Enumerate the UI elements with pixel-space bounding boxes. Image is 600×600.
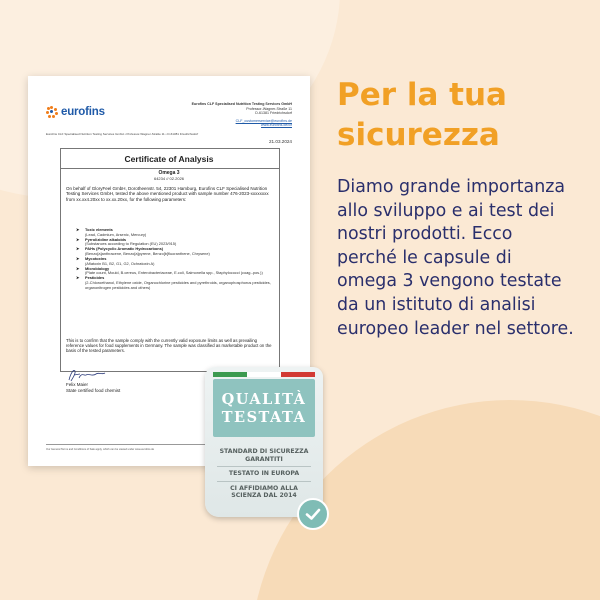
eurofins-logo-mark-icon [46,106,58,118]
parameter-detail: (Benzo[a]anthracene, Benzo[a]pyrene, Benzo[b]fluoranthene, Chrysene) [85,250,210,256]
checkmark-icon [297,498,329,530]
parameter-detail: (Plate count, Mould, B.cereus, Enterobacteriaceae, E.coli, Salmonella spp., Staphylococci (coag.-pos.)) [85,270,263,276]
badge-claim: STANDARD DI SICUREZZA GARANTITI [217,445,311,467]
eurofins-logo [46,106,105,118]
signer-name: Felix Maier [66,382,89,387]
parameter-detail: (Lead, Cadmium, Arsenic, Mercury) [85,231,147,237]
certificate-intro: On behalf of GloryFeel GmbH, Dorotheenstr. 54, 22301 Hamburg, Eurofins CLF Specialised Nutrition Testing Services GmbH, tested the above mentioned product with sample number 476-2023-xxxxxxxx from xx.xx4.20xx to xx.xx.20xx, for the following parameters: [66,186,269,202]
parameter-name: Toxic elements [85,227,113,232]
parameter-item: ➤ Mycotoxins (Aflatoxin B1, B2, G1, G2, Ochratoxin A) [76,256,155,266]
parameter-name: Pesticides [85,275,105,281]
parameter-detail: (2-Chloroethanol, Ethylene oxide, Organochlorine pesticides and pyrethroids, organophosphorus pesticides, organonitrogen pesticides and others) [85,280,271,290]
certificate-title: Certificate of Analysis [124,154,214,164]
certificate-footer: Our General Terms and Conditions of Sale apply, which can be viewed under www.eurofins.de [46,448,155,451]
certificate-closing: This is to confirm that the sample comply with the currently valid exposure limits as well as prevailing reference values for food supplements in Germany. The sample was classified as marketable product on the basis of the tested parameters. [66,338,272,354]
parameter-item: ➤ Toxic elements (Lead, Cadmium, Arsenic, Mercury) [76,227,147,237]
badge-claims [217,445,311,503]
parameter-item: ➤ PAHs (Polycyclic Aromatic Hydrocarbons) (Benzo[a]anthracene, Benzo[a]pyrene, Benzo[b]fluoranthene, Chrysene) [76,246,210,256]
lab-street: Professor-Wagner-Straße 11 [246,106,292,111]
logo-text: eurofins [61,106,105,118]
quality-badge [205,367,323,517]
document-date: 21.03.2024 [269,139,292,144]
parameter-name: Microbiology [85,265,110,271]
parameter-detail: (Substances according to Regulation (EU) 2023/915) [85,241,177,247]
body-text: Diamo grande importanza allo sviluppo e ai test dei nostri prodotti. Ecco perché le capsule di omega 3 vengono testate da un istituto di analisi europeo leader nel settore. [337,177,574,339]
italian-flag-stripe [213,372,315,377]
badge-claim: TESTATO IN EUROPA [217,467,311,482]
parameter-name: Pyrrolizidine alkaloids [85,236,127,242]
badge-title-line2: TESTATA [221,409,307,426]
signer-role: State certified food chemist [66,387,121,393]
signer-block [66,382,120,393]
parameter-detail: (Aflatoxin B1, B2, G1, G2, Ochratoxin A) [85,260,155,266]
parameter-item: ➤ Pyrrolizidine alkaloids (Substances according to Regulation (EU) 2023/915) [76,236,177,247]
parameter-list [76,228,276,291]
parameter-item: ➤ Microbiology (Plate count, Mould, B.cereus, Enterobacteriaceae, E.coli, Salmonella spp., Staphylococci (coag.-pos.)) [76,265,263,276]
product-name: Omega 3 [158,170,180,176]
lab-city: D-61381 Friedrichsdorf [255,111,292,116]
headline: Per la tua sicurezza [337,77,507,153]
lab-email-link[interactable]: CLF_customerservice@eurofins.de [235,118,292,123]
parameter-name: PAHs (Polycyclic Aromatic Hydrocarbons) [85,246,164,252]
product-reference: 64234 // 02.2026 [153,176,185,181]
parameter-name: Mycotoxins [85,256,107,262]
badge-title-line1: QUALITÀ [221,391,307,408]
lab-address [172,102,292,128]
title-divider [60,168,280,169]
badge-claim: CI AFFIDIAMO ALLA SCIENZA DAL 2014 [230,484,298,500]
lab-web-link[interactable]: www.eurofins.de/clf [261,123,292,128]
lab-name: Eurofins CLF Specialised Nutrition Testing Services GmbH [191,102,292,106]
sender-line: Eurofins CLF Specialised Nutrition Testing Services GmbH • Professor-Wagner-Straße 11 • D-61381 Friedrichsdorf [46,132,199,136]
parameter-item: ➤ Pesticides (2-Chloroethanol, Ethylene oxide, Organochlorine pesticides and pyrethroids, organophosphorus pesticides, organonitrogen pesticides and others) [76,276,276,290]
badge-title [205,391,323,427]
